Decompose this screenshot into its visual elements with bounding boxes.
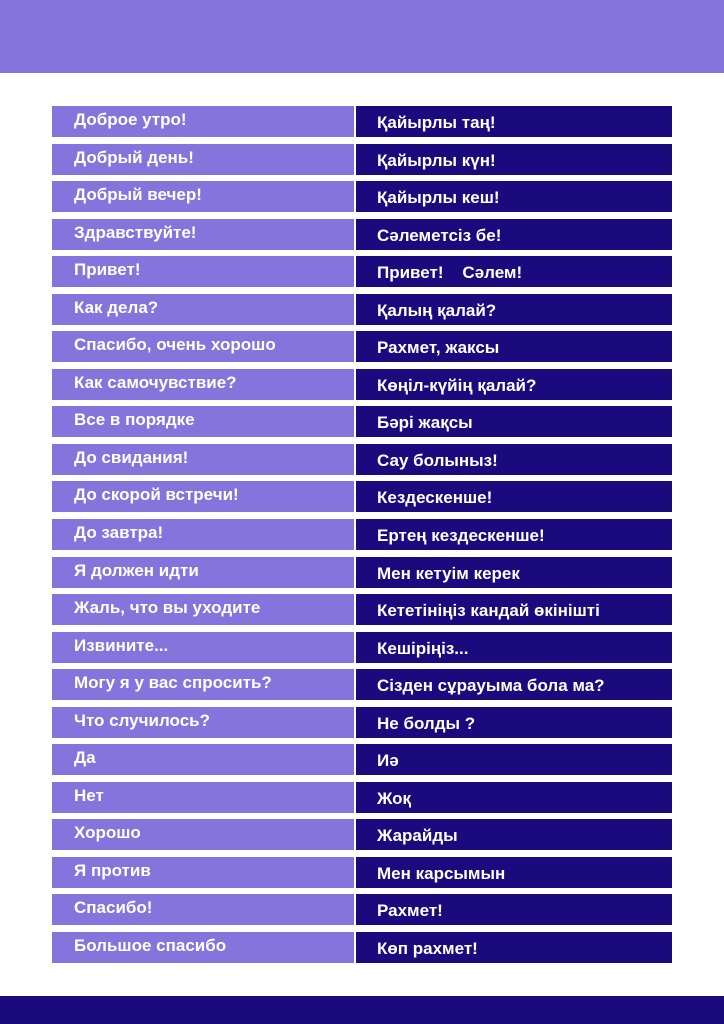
phrase-row <box>52 219 672 250</box>
kazakh-phrase: Привет! Сәлем! <box>356 256 672 287</box>
phrase-row <box>52 557 672 588</box>
kazakh-phrase: Қайырлы күн! <box>356 144 672 175</box>
phrase-row <box>52 669 672 700</box>
russian-phrase: Как дела? <box>52 294 354 325</box>
russian-phrase: До свидания! <box>52 444 354 475</box>
russian-phrase: Хорошо <box>52 819 354 850</box>
kazakh-phrase: Қалың қалай? <box>356 294 672 325</box>
russian-phrase: Все в порядке <box>52 406 354 437</box>
phrase-row <box>52 632 672 663</box>
phrase-row <box>52 444 672 475</box>
kazakh-phrase: Кететініңіз кандай өкінішті <box>356 594 672 625</box>
phrase-row <box>52 331 672 362</box>
kazakh-phrase: Көп рахмет! <box>356 932 672 963</box>
bottom-footer-band <box>0 996 724 1024</box>
kazakh-phrase: Көңіл-күйің қалай? <box>356 369 672 400</box>
phrase-row <box>52 744 672 775</box>
phrase-row <box>52 181 672 212</box>
top-header-band <box>0 0 724 73</box>
kazakh-phrase: Иә <box>356 744 672 775</box>
kazakh-phrase: Жарайды <box>356 819 672 850</box>
russian-phrase: Жаль, что вы уходите <box>52 594 354 625</box>
phrase-row <box>52 857 672 888</box>
kazakh-phrase: Бәрі жақсы <box>356 406 672 437</box>
phrase-row <box>52 782 672 813</box>
phrase-row <box>52 369 672 400</box>
phrase-row <box>52 519 672 550</box>
phrase-row <box>52 481 672 512</box>
russian-phrase: Спасибо! <box>52 894 354 925</box>
russian-phrase: Доброе утро! <box>52 106 354 137</box>
phrase-row <box>52 932 672 963</box>
russian-phrase: Нет <box>52 782 354 813</box>
russian-phrase: Могу я у вас спросить? <box>52 669 354 700</box>
phrase-row <box>52 256 672 287</box>
russian-phrase: Как самочувствие? <box>52 369 354 400</box>
kazakh-phrase: Рахмет, жаксы <box>356 331 672 362</box>
kazakh-phrase: Сізден сұрауыма бола ма? <box>356 669 672 700</box>
phrase-row <box>52 819 672 850</box>
russian-phrase: Спасибо, очень хорошо <box>52 331 354 362</box>
russian-phrase: До завтра! <box>52 519 354 550</box>
russian-phrase: Добрый вечер! <box>52 181 354 212</box>
kazakh-phrase: Сау болыныз! <box>356 444 672 475</box>
kazakh-phrase: Жоқ <box>356 782 672 813</box>
phrase-row <box>52 707 672 738</box>
phrase-row <box>52 294 672 325</box>
russian-phrase: Привет! <box>52 256 354 287</box>
phrase-table <box>52 106 672 970</box>
kazakh-phrase: Қайырлы кеш! <box>356 181 672 212</box>
russian-phrase: Я против <box>52 857 354 888</box>
kazakh-phrase: Рахмет! <box>356 894 672 925</box>
phrase-row <box>52 106 672 137</box>
kazakh-phrase: Кешіріңіз... <box>356 632 672 663</box>
kazakh-phrase: Сәлеметсіз бе! <box>356 219 672 250</box>
kazakh-phrase: Не болды ? <box>356 707 672 738</box>
kazakh-phrase: Мен карсымын <box>356 857 672 888</box>
kazakh-phrase: Кездескенше! <box>356 481 672 512</box>
phrase-row <box>52 594 672 625</box>
russian-phrase: Извините... <box>52 632 354 663</box>
kazakh-phrase: Ертең кездескенше! <box>356 519 672 550</box>
russian-phrase: Я должен идти <box>52 557 354 588</box>
phrase-row <box>52 894 672 925</box>
phrase-row <box>52 144 672 175</box>
russian-phrase: Добрый день! <box>52 144 354 175</box>
kazakh-phrase: Қайырлы таң! <box>356 106 672 137</box>
russian-phrase: До скорой встречи! <box>52 481 354 512</box>
russian-phrase: Здравствуйте! <box>52 219 354 250</box>
russian-phrase: Большое спасибо <box>52 932 354 963</box>
phrase-row <box>52 406 672 437</box>
russian-phrase: Что случилось? <box>52 707 354 738</box>
kazakh-phrase: Мен кетуім керек <box>356 557 672 588</box>
russian-phrase: Да <box>52 744 354 775</box>
